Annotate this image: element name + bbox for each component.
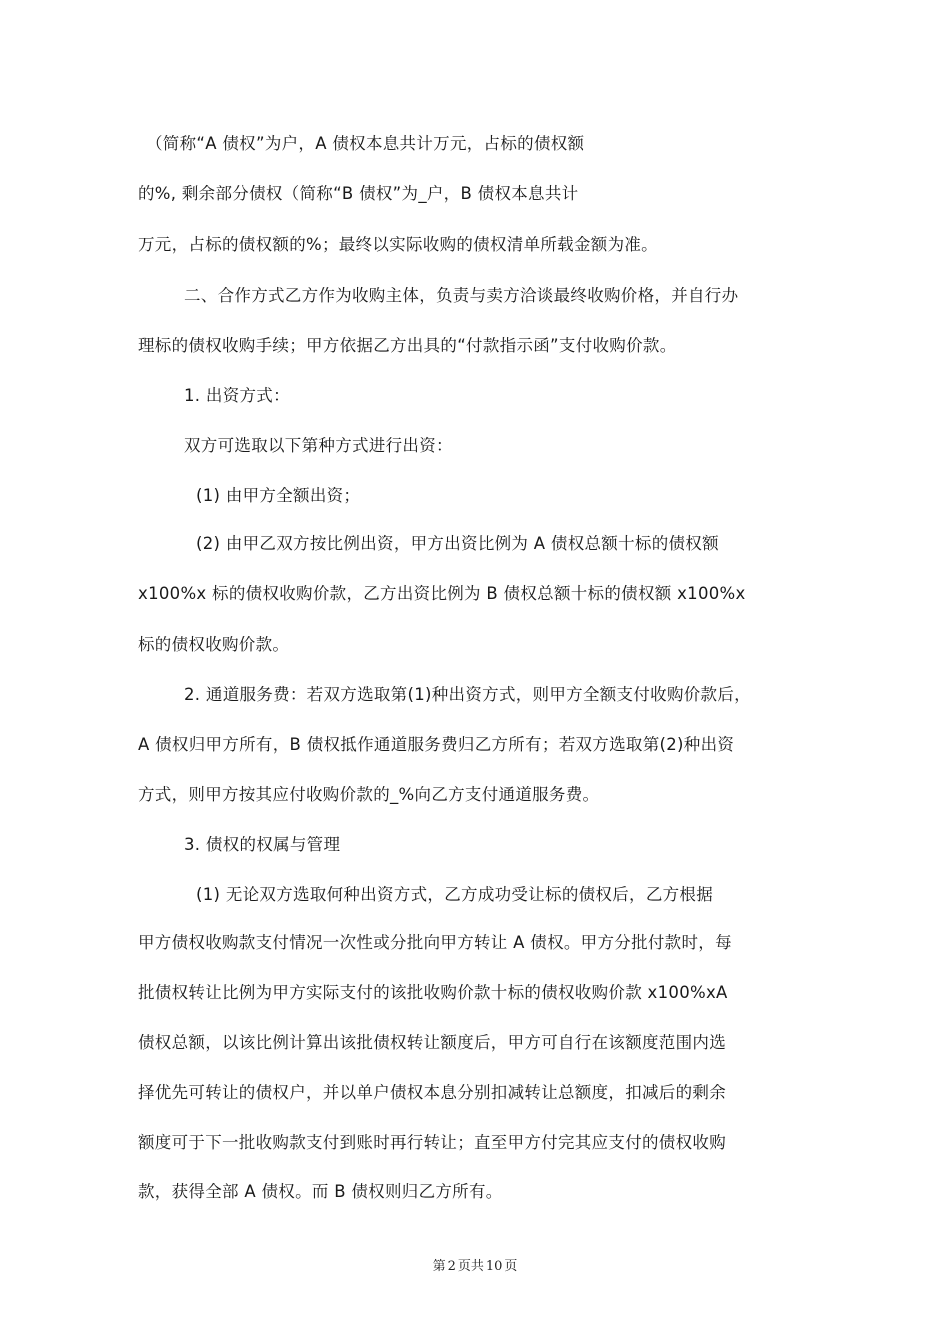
text-line: 额度可于下一批收购款支付到账时再行转让；直至甲方付完其应支付的债权收购 (138, 1133, 726, 1152)
text-line: 二、合作方式乙方作为收购主体，负责与卖方洽谈最终收购价格，并自行办 (184, 286, 739, 305)
page-number-total: 10 (485, 1259, 503, 1274)
list-item: (1) 无论双方选取何种出资方式，乙方成功受让标的债权后，乙方根据 (196, 885, 714, 904)
page-footer (0, 1255, 950, 1274)
text-line: 批债权转让比例为甲方实际支付的该批收购价款十标的债权收购价款 x100%xA (138, 983, 728, 1002)
page-number-current: 2 (447, 1259, 456, 1274)
text-line: （简称“A 债权”为户，A 债权本息共计万元，占标的债权额 (146, 134, 585, 153)
text-line: 的%, 剩余部分债权（简称“B 债权”为_户，B 债权本息共计 (138, 184, 579, 203)
text-line: x100%x 标的债权收购价款，乙方出资比例为 B 债权总额十标的债权额 x100%x (138, 584, 746, 603)
text-line: 择优先可转让的债权户，并以单户债权本息分别扣减转让总额度，扣减后的剩余 (138, 1083, 726, 1102)
text-line: A 债权归甲方所有，B 债权抵作通道服务费归乙方所有；若双方选取第(2)种出资 (138, 735, 735, 754)
text-line: 债权总额，以该比例计算出该批债权转让额度后，甲方可自行在该额度范围内选 (138, 1033, 726, 1052)
footer-suffix: 页 (504, 1259, 518, 1274)
footer-prefix: 第 (432, 1259, 446, 1274)
list-item: (1) 由甲方全额出资； (196, 486, 361, 505)
list-item-heading: 1. 出资方式： (184, 386, 290, 405)
text-line: 双方可选取以下第种方式进行出资： (184, 436, 453, 455)
list-item-heading: 2. 通道服务费：若双方选取第(1)种出资方式，则甲方全额支付收购价款后， (184, 685, 751, 704)
text-line: 标的债权收购价款。 (138, 635, 290, 654)
text-line: 款，获得全部 A 债权。而 B 债权则归乙方所有。 (138, 1182, 503, 1201)
list-item: (2) 由甲乙双方按比例出资，甲方出资比例为 A 债权总额十标的债权额 (196, 534, 719, 553)
footer-middle: 页共 (457, 1259, 484, 1274)
list-item-heading: 3. 债权的权属与管理 (184, 835, 341, 854)
text-line: 理标的债权收购手续；甲方依据乙方出具的“付款指示函”支付收购价款。 (138, 336, 677, 355)
text-line: 甲方债权收购款支付情况一次性或分批向甲方转让 A 债权。甲方分批付款时，每 (138, 933, 732, 952)
text-line: 方式，则甲方按其应付收购价款的_%向乙方支付通道服务费。 (138, 785, 600, 804)
text-line: 万元，占标的债权额的%；最终以实际收购的债权清单所载金额为准。 (138, 235, 658, 254)
